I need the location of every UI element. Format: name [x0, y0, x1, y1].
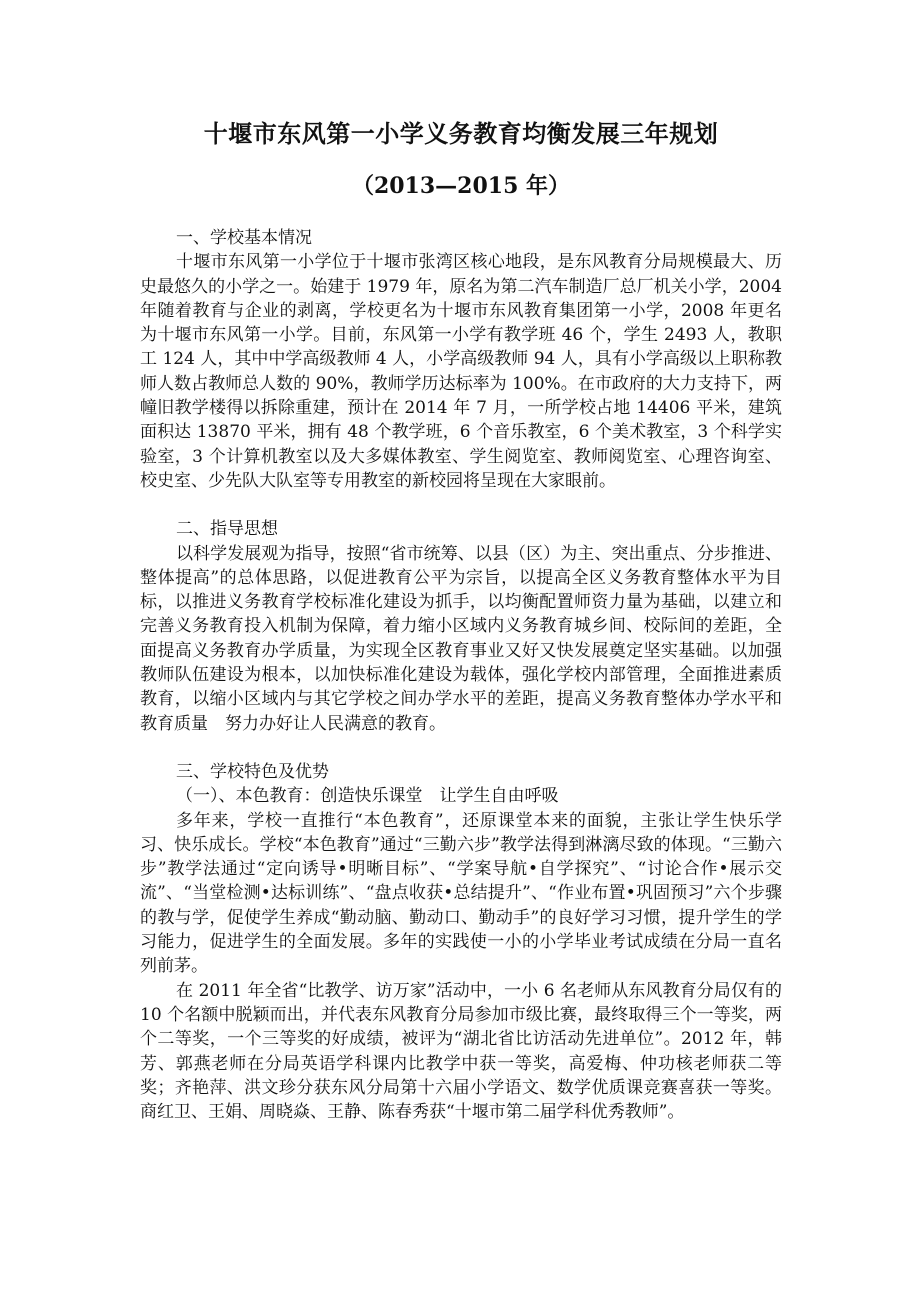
paragraph-natural-education: 多年来，学校一直推行“本色教育”，还原课堂本来的面貌，主张让学生快乐学习、快乐成长。学校“本色教育”通过“三勤六步”教学法得到淋漓尽致的体现。“三勤六步”教学法通过“定向诱导•明晰目标”、“学案导航•自学探究”、“讨论合作•展示交流”、“当堂检测•达标训练”、“盘点收获•总结提升”、“作业布置•巩固预习”六个步骤的教与学，促使学生养成“勤动脑、勤动口、勤动手”的良好学习习惯，提升学生的学习能力，促进学生的全面发展。多年的实践使一小的小学毕业考试成绩在分局一直名列前茅。 — [140, 810, 782, 977]
document-title: 十堰市东风第一小学义务教育均衡发展三年规划 — [203, 119, 719, 148]
paragraph-guiding-ideology: 以科学发展观为指导，按照“省市统筹、以县（区）为主、突出重点、分步推进、整体提高”的总体思路，以促进教育公平为宗旨，以提高全区义务教育整体水平为目标，以推进义务教育学校标准化建设为抓手，以均衡配置师资力量为基础，以建立和完善义务教育投入机制为保障，着力缩小区域内义务教育城乡间、校际间的差距，全面提高义务教育办学质量，为实现全区教育事业又好又快发展奠定坚实基础。以加强教师队伍建设为根本，以加快标准化建设为载体，强化学校内部管理，全面推进素质教育，以缩小区域内与其它学校之间办学水平的差距，提高义务教育整体办学水平和教育质量 努力办好让人民满意的教育。 — [140, 543, 782, 734]
document-page — [140, 114, 782, 1124]
section-spacer — [140, 736, 782, 760]
document-body — [140, 226, 782, 1124]
section-heading-features: 三、学校特色及优势 — [176, 761, 329, 782]
paragraph-basic-info: 十堰市东风第一小学位于十堰市张湾区核心地段，是东风教育分局规模最大、历史最悠久的小学之一。始建于 1979 年，原名为第二汽车制造厂总厂机关小学，2004 年随着教育与企业的剥离，学校更名为十堰市东风教育集团第一小学，2008 年更名为十堰市东风第一小学。目前，东风第一小学有教学班 46 个，学生 2493 人，教职工 124 人，其中中学高级教师 4 人，小学高级教师 94 人，具有小学高级以上职称教师人数占教师总人数的 90%，教师学历达标率为 100%。在市政府的大力支持下，两幢旧教学楼得以拆除重建，预计在 2014 年 7 月，一所学校占地 14406 平米，建筑面积达 13870 平米，拥有 48 个教学班，6 个音乐教室，6 个美术教室，3 个科学实验室，3 个计算机教室以及大多媒体教室、学生阅览室、教师阅览室、心理咨询室、校史室、少先队大队室等专用教室的新校园将呈现在大家眼前。 — [140, 252, 782, 491]
subsection-heading-natural-education: （一）、本色教育：创造快乐课堂 让学生自由呼吸 — [176, 786, 559, 807]
section-heading-guiding-ideology: 二、指导思想 — [176, 519, 278, 540]
document-subtitle: （2013—2015 年） — [351, 173, 571, 199]
section-spacer — [140, 493, 782, 517]
section-heading-basic-info: 一、学校基本情况 — [176, 228, 312, 248]
paragraph-awards: 在 2011 年全省“比教学、访万家”活动中，一小 6 名老师从东风教育分局仅有的 10 个名额中脱颖而出，并代表东风教育分局参加市级比赛，最终取得三个一等奖，两个二等奖，一个三等奖的好成绩，被评为“湖北省比访活动先进单位”。2012 年，韩芳、郭燕老师在分局英语学科课内比教学中获一等奖，高爱梅、仲功核老师获二等奖；齐艳萍、洪文珍分获东风分局第十六届小学语文、数学优质课竞赛喜获一等奖。商红卫、王娟、周晓焱、王静、陈春秀获“十堰市第二届学科优秀教师”。 — [140, 980, 782, 1123]
